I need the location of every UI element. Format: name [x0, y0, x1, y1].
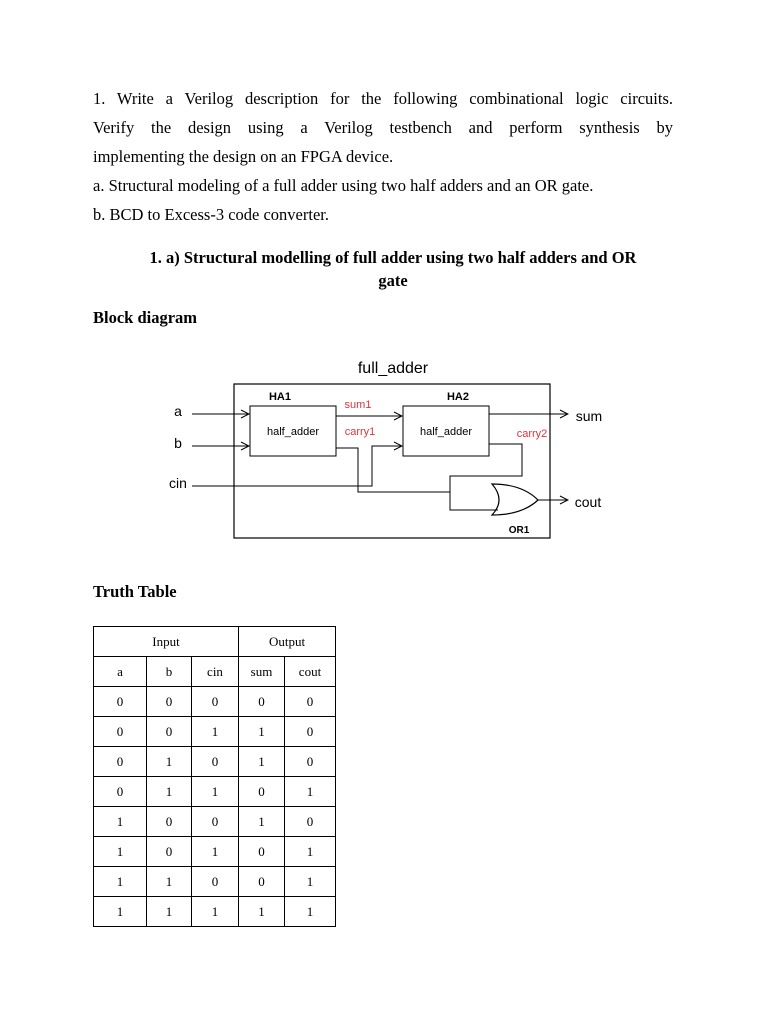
cell: 1: [94, 807, 147, 837]
truth-table-header-row: [94, 657, 336, 687]
header-a: a: [94, 657, 147, 687]
section-heading-line-1: 1. a) Structural modelling of full adder using two half adders and OR: [149, 248, 637, 267]
cell: 0: [192, 687, 239, 717]
wire-cin: [192, 446, 402, 486]
cell: 0: [192, 807, 239, 837]
wire-carry1: [336, 448, 450, 492]
truth-table-title: Truth Table: [93, 582, 177, 601]
cell: 0: [239, 867, 285, 897]
cell: 0: [285, 687, 336, 717]
cell: 0: [94, 747, 147, 777]
cell: 0: [192, 747, 239, 777]
cell: 1: [285, 897, 336, 927]
task-line-3: implementing the design on an FPGA device.: [93, 147, 394, 166]
header-cin: cin: [192, 657, 239, 687]
cell: 0: [147, 717, 192, 747]
cell: 1: [192, 837, 239, 867]
task-item-a: a. Structural modeling of a full adder using two half adders and an OR gate.: [93, 176, 594, 195]
cell: 0: [147, 687, 192, 717]
truth-table: [93, 626, 336, 927]
output-sum-label: sum: [575, 408, 603, 424]
table-row: [94, 687, 336, 717]
task-line-1: 1. Write a Verilog description for the following combinational logic circuits.: [93, 89, 673, 108]
table-row: [94, 837, 336, 867]
cell: 1: [94, 867, 147, 897]
cell: 1: [192, 897, 239, 927]
input-a-label: a: [174, 403, 182, 419]
cell: 1: [285, 777, 336, 807]
ha2-text: half_adder: [420, 426, 472, 438]
table-row: [94, 897, 336, 927]
header-b: b: [147, 657, 192, 687]
cell: 1: [285, 867, 336, 897]
ha1-text: half_adder: [267, 426, 319, 438]
cell: 0: [192, 867, 239, 897]
cell: 1: [285, 837, 336, 867]
table-row: [94, 747, 336, 777]
section-heading: [93, 246, 693, 292]
wire-or-input: [450, 492, 498, 510]
ha2-label: HA2: [446, 391, 470, 403]
table-row: [94, 717, 336, 747]
cell: 0: [94, 687, 147, 717]
table-row: [94, 807, 336, 837]
cell: 0: [94, 777, 147, 807]
cell: 1: [239, 747, 285, 777]
cell: 0: [285, 747, 336, 777]
carry2-label: carry2: [516, 428, 548, 440]
cell: 1: [192, 717, 239, 747]
cell: 0: [285, 717, 336, 747]
cell: 1: [147, 747, 192, 777]
header-sum: sum: [239, 657, 285, 687]
or-gate-symbol: [492, 484, 538, 515]
cell: 1: [147, 777, 192, 807]
group-output-header: Output: [239, 627, 336, 657]
input-b-label: b: [174, 435, 182, 451]
ha1-label: HA1: [268, 391, 292, 403]
sum1-label: sum1: [344, 399, 372, 411]
group-input-header: Input: [94, 627, 239, 657]
section-heading-line-2: gate: [378, 271, 408, 290]
cell: 1: [239, 717, 285, 747]
wire-carry2: [450, 444, 522, 492]
output-cout-label: cout: [574, 494, 602, 510]
header-cout: cout: [285, 657, 336, 687]
full-adder-block-diagram: [160, 350, 620, 550]
cell: 1: [147, 897, 192, 927]
cell: 1: [239, 897, 285, 927]
or1-label: OR1: [508, 525, 530, 536]
cell: 0: [147, 837, 192, 867]
cell: 1: [192, 777, 239, 807]
cell: 0: [239, 777, 285, 807]
carry1-label: carry1: [344, 426, 376, 438]
cell: 1: [147, 867, 192, 897]
cell: 1: [239, 807, 285, 837]
truth-table-group-row: [94, 627, 336, 657]
cell: 0: [239, 837, 285, 867]
task-item-b: b. BCD to Excess-3 code converter.: [93, 205, 329, 224]
diagram-title: full_adder: [357, 360, 429, 377]
input-cin-label: cin: [169, 475, 187, 491]
block-diagram-title: Block diagram: [93, 308, 198, 327]
cell: 0: [147, 807, 192, 837]
table-row: [94, 777, 336, 807]
task-line-2: Verify the design using a Verilog testbench and perform synthesis by: [93, 118, 673, 137]
cell: 0: [285, 807, 336, 837]
cell: 1: [94, 897, 147, 927]
cell: 0: [94, 717, 147, 747]
cell: 1: [94, 837, 147, 867]
table-row: [94, 867, 336, 897]
cell: 0: [239, 687, 285, 717]
